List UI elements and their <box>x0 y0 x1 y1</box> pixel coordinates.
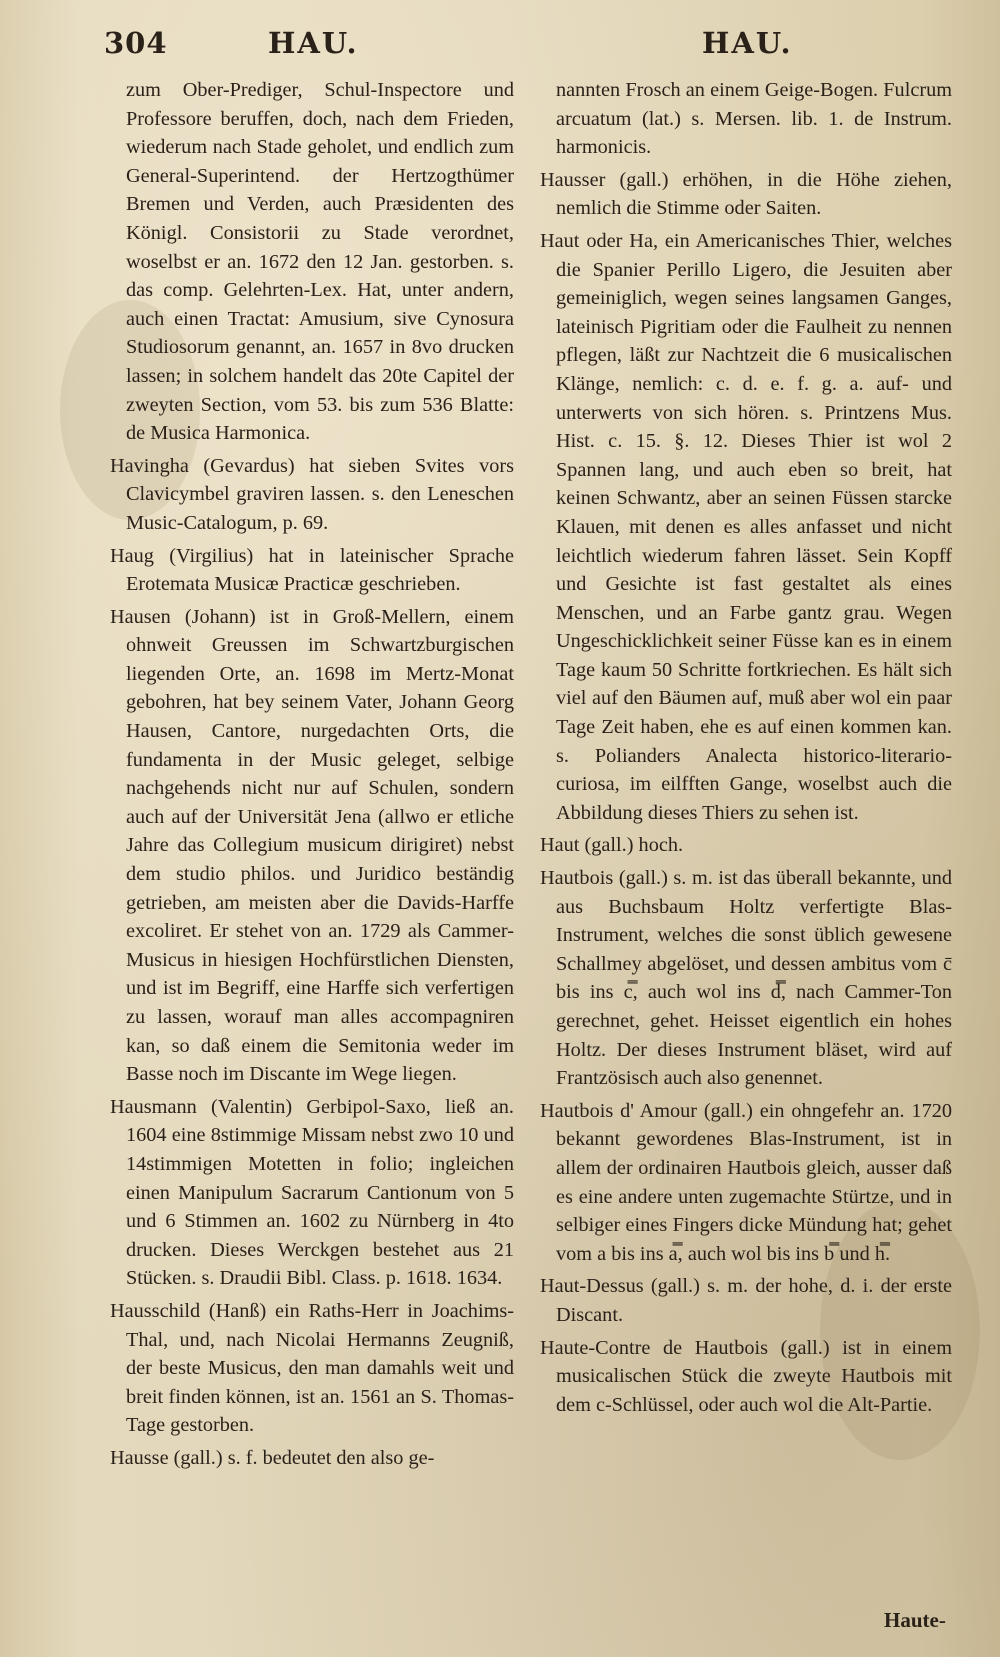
entry-haug: Haug (Virgilius) hat in lateinischer Sprache Erotemata Musicæ Practicæ geschrieben. <box>110 544 514 596</box>
page-header <box>0 26 1000 70</box>
entry-havingha: Havingha (Gevardus) hat sieben Svites vors Clavicymbel graviren lassen. s. den Leneschen Music-Catalogum, p. 69. <box>110 454 514 534</box>
entry-haute-contre: Haute-Contre de Hautbois (gall.) ist in einem musicalischen Stück die zweyte Hautbois mit dem c-Schlüssel, oder auch wol die Alt-Partie. <box>540 1336 952 1416</box>
entry-hautbois-damour: Hautbois d' Amour (gall.) ein ohngefehr an. 1720 bekannt gewordenes Blas-Instrument, ist in allem der ordinairen Hautbois gleich, ausser daß es eine andere unten zugemachte Stürtze, und in selbiger eines Fingers dicke Mündung hat; gehet vom a bis ins a̿, auch wol bis ins b̿ und h̿. <box>540 1099 952 1265</box>
entry-hausse: Hausse (gall.) s. f. bedeutet den also ge- <box>110 1446 435 1469</box>
entry-haut-ha: Haut oder Ha, ein Americanisches Thier, welches die Spanier Perillo Ligero, die Jesuiten aber gemeiniglich, wegen seines langsamen Ganges, lateinisch Pigritiam oder die Faulheit zu nennen pflegen, läßt zur Nachtzeit die 6 musicalischen Klänge, nemlich: c. d. e. f. g. a. auf- und unterwerts von sich hören. s. Printzens Mus. Hist. c. 15. §. 12. Dieses Thier ist wol 2 Spannen lang, und auch eben so breit, hat keinen Schwantz, aber an seinen Füssen starcke Klauen, mit denen es alles anfasset und nicht leichtlich wiederum fahren lässet. Sein Kopff und Gesichte ist fast gestaltet als eines Menschen, und an Farbe gantz grau. Wegen Ungeschicklichkeit seiner Füsse kan es in einem Tage kaum 50 Schritte fortkriechen. Es hält sich viel auf den Bäumen auf, muß aber wol ein paar Tage Zeit haben, ehe es auf einen kommen kan. s. Polianders Analecta historico-literario-curiosa, im eilfften Gange, woselbst auch die Abbildung dieses Thiers zu sehen ist. <box>540 229 952 824</box>
left-column <box>110 76 514 1477</box>
entry-continued: zum Ober-Prediger, Schul-Inspectore und Professore beruffen, doch, nach dem Frieden, wiederum nach Stade geholet, und endlich zum General-Superintend. der Hertzogthümer Bremen und Verden, auch Præsidenten des Königl. Consistorii zu Stade verordnet, woselbst er an. 1672 den 12 Jan. gestorben. s. das comp. Gelehrten-Lex. Hat, unter andern, auch einen Tractat: Amusium, sive Cynosura Studiosorum genannt, an. 1657 in 8vo drucken lassen; in solchem handelt das 20te Capitel der zweyten Section, vom 53. bis zum 536 Blatte: de Musica Harmonica. <box>126 79 514 445</box>
entry-hausser: Hausser (gall.) erhöhen, in die Höhe ziehen, nemlich die Stimme oder Saiten. <box>540 168 952 220</box>
entry-hausschild: Hausschild (Hanß) ein Raths-Herr in Joachims-Thal, und, nach Nicolai Hermanns Zeugniß, der beste Musicus, den man damahls weit und breit finden können, ist an. 1561 an S. Thomas-Tage gestorben. <box>110 1299 514 1437</box>
page-number: 304 <box>104 26 168 60</box>
entry-haut: Haut (gall.) hoch. <box>540 834 684 857</box>
catchword: Haute- <box>884 1608 946 1632</box>
entry-haut-dessus: Haut-Dessus (gall.) s. m. der hohe, d. i. der erste Discant. <box>540 1275 952 1326</box>
entry-hausen: Hausen (Johann) ist in Groß-Mellern, einem ohnweit Greussen im Schwartzburgischen liegenden Orte, an. 1698 im Mertz-Monat gebohren, hat bey seinem Vater, Johann Georg Hausen, Cantore, nurgedachten Orts, die fundamenta in der Music geleget, selbige nachgehends nicht nur auf Schulen, sondern auch auf der Universität Jena (allwo er etliche Jahre das Collegium musicum dirigiret) nebst dem studio philos. und Juridico beständig getrieben, am meisten aber die Davids-Harffe excoliret. Er stehet von an. 1729 als Cammer-Musicus in hiesigen Hochfürstlichen Diensten, und ist im Begriff, eine Harffe sich verfertigen zu lassen, worauf man alles accompagniren kan, so daß einem die Semitonia weder im Basse noch im Discante im Wege liegen. <box>110 605 514 1086</box>
entry-hautbois: Hautbois (gall.) s. m. ist das überall bekannte, und aus Buchsbaum Holtz verfertigte Blas-Instrument, welches die sonst üblich gewesene Schallmey abgelöset, und dessen ambitus vom c̄ bis ins c̿, auch wol ins d̿, nach Cammer-Ton gerechnet, gehet. Heisset eigentlich ein hohes Holtz. Der dieses Instrument bläset, wird auf Frantzösisch auch also genennet. <box>540 867 952 1090</box>
right-column <box>540 76 952 1423</box>
running-head-left: HAU. <box>268 26 359 60</box>
entry-hausmann: Hausmann (Valentin) Gerbipol-Saxo, ließ an. 1604 eine 8stimmige Missam nebst zwo 10 und 14stimmigen Motetten in folio; ingleichen einen Manipulum Sacrarum Cantionum von 5 und 6 Stimmen an. 1602 zu Nürnberg in 4to drucken. Dieses Werckgen bestehet aus 21 Stücken. s. Draudii Bibl. Class. p. 1618. 1634. <box>110 1095 514 1290</box>
entry-continued: nannten Frosch an einem Geige-Bogen. Fulcrum arcuatum (lat.) s. Mersen. lib. 1. de Instrum. harmonicis. <box>556 79 952 159</box>
running-head-right: HAU. <box>702 26 793 60</box>
